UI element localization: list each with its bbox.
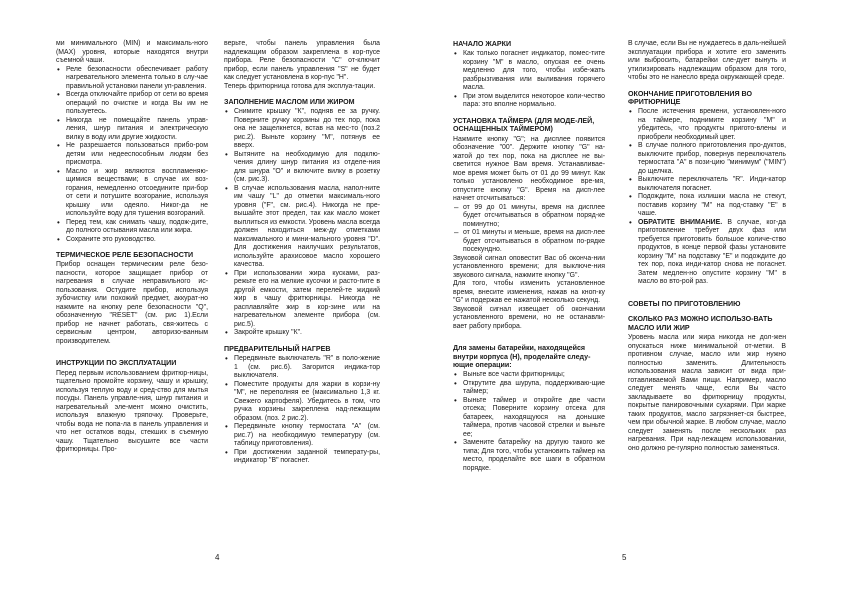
list-item: – от 01 минуты и меньше, время на дисп-лее будет отсчитываться в обратном по-рядке посекундно. — [453, 229, 605, 255]
list-item: • Масло и жир являются воспламеняю-щимися веществами; в случае их воз-горания, немедленно отсоедините при-бор от сети и потушите возгорание, используя крышку или одеяло. Никог-да не используйте воду для тушения возгораний. — [56, 168, 208, 219]
list-item: • Никогда не помещайте панель управ-ления, шнур питания и электрическую вилку в воду или другие жидкости. — [56, 117, 208, 143]
end-cooking-list — [628, 108, 786, 287]
list-item: • В случае использования масла, напол-ните им чашу "L" до отметки максималь-ного уровня ("F", см. рис.4). Никогда не пре-вышайте этот предел, так как масло может выплиться из емкости. Уровень масла всегда должен находиться меж-ду отметками максимального и мини-мального уровня "D". Для достижения наилучших результатов, используйте арахисовое масло хорошего качества. — [224, 185, 380, 270]
list-item: • Вытяните на необходимую для подклю-чения длину шнур питания из отделе-ния для шнура "О" и включите вилку в розетку (см. рис.3). — [224, 151, 380, 185]
list-item: – от 99 до 01 минуты, время на дисплее будет отсчитываться в обратном поряд-ке поминутно; — [453, 204, 605, 230]
list-item: • Открутите два шурупа, поддерживаю-щие таймер; — [453, 380, 605, 397]
filling-heading: ЗАПОЛНЕНИЕ МАСЛОМ ИЛИ ЖИРОМ — [224, 98, 355, 106]
list-item: • Поместите продукты для жарки в корзи-ну "М", не переполняя ее (максимально 1,3 кг. Свежего картофеля). Убедитесь в том, что ручка корзины закреплена над-лежащим образом. (поз. 2 рис.2). — [224, 381, 380, 424]
thermal-relay-heading: ТЕРМИЧЕСКОЕ РЕЛЕ БЕЗОПАСНОСТИ — [56, 251, 194, 259]
intro-text: ми минимального (MIN) и максималь-ного (MAX) уровня, которые находятся внутри съемной чаши. — [56, 40, 208, 64]
timer-end-text: Звуковой сигнал извещает об окончании установленного времени, но не останавли-вает работу прибора. — [453, 305, 605, 330]
timer-text: Нажмите кнопку "G"; на дисплее появится обозначение "00". Держите кнопку "G" на-жатой до тех пор, пока на дисплее не вы-светится нужное Вам время. Устанавливае-мое время может быть от 01 до 99 минут. Как только установлено необходимое вре-мя, отпустите кнопку "G". Время на дисп-лее начнет отсчитываться: — [453, 135, 605, 203]
list-item: • Всегда отключайте прибор от сети во время операций по очистке и когда Вы им не пользуетесь. — [56, 91, 208, 117]
list-item: • После истечения времени, установлен-ного на таймере, поднимите корзину "М" и убедитесь, что продукты пригото-влены и приобрели необходимый цвет. — [628, 108, 786, 142]
tips-heading: СОВЕТЫ ПО ПРИГОТОВЛЕНИЮ — [628, 299, 741, 308]
attention-text: В случае, ког-да приготовление требует двух фаз или требуется приготовить большое количе-ство продуктов, в конце первой фазы установите корзину "М" на подставку "Е" и подождите до тех пор, пока инди-катор снова не погаснет. Затем медлен-но опустите корзину "М" в масло во вто-рой раз. — [638, 218, 786, 286]
list-item: • При этом выделится некоторое коли-чество пара: это вполне нормально. — [453, 93, 605, 110]
list-item: • Не разрешается пользоваться прибо-ром детям или недееспособным людям без присмотра. — [56, 142, 208, 168]
list-item: • Выньте все части фритюрницы; — [453, 371, 605, 380]
ready-text: Теперь фритюрница готова для эксплуа-тации. — [224, 82, 376, 90]
page-number-right: 5 — [622, 553, 627, 562]
timer-change-text: Для того, чтобы изменить установленное время, внесите изменения, нажав на кноп-ку "G" и подержав ее нажатой несколько секунд. — [453, 280, 605, 305]
page-left-column-1 — [56, 40, 208, 455]
timer-countdown-list — [453, 204, 605, 255]
list-item: • Сохраните это руководство. — [56, 236, 208, 245]
instructions-heading: ИНСТРУКЦИИ ПО ЭКСПЛУАТАЦИИ — [56, 359, 177, 368]
list-item: • Подождите, пока излишки масла не стекут, поставив корзину "М" на под-ставку "Е" в чаше. — [628, 193, 786, 219]
oil-usage-text: Уровень масла или жира никогда не дол-жен опускаться ниже минимальной от-метки. В противном случае, масло или жир нужно полностью заменить. Длительность использования масла зависит от вида при-готавливаемой Вами пищи. Например, масло следует менять чаще, если Вы часто закладываете во фритюрницу продукты, покрытые панировочными сухарями. При жарке таких продуктов, масло загрязняет-ся быстрее, чем при обычной жарке. В любом случае, масло следует заменять после нескольких раз нагревания. При над-лежащем использовании, оно должно ре-гулярно полностью заменяться. — [628, 334, 786, 452]
list-item: • Перед тем, как снимать чашу, подож-дите, до полного остывания масла или жира. — [56, 219, 208, 236]
list-item: • Реле безопасности обеспечивает работу нагревательного элемента только в слу-чае правильной установки панели уп-равления. — [56, 66, 208, 92]
battery-dispose-text: В случае, если Вы не нуждаетесь в даль-нейшей эксплуатации прибора и хотите его заменить или выбросить, батарейки сле-дует вынуть и утилизировать надлежащим образом для того, чтобы это не нанесло вреда окружающей среде. — [628, 40, 786, 81]
page-left-column-2 — [224, 40, 380, 466]
oil-usage-heading: СКОЛЬКО РАЗ МОЖНО ИСПОЛЬЗО-ВАТЬ МАСЛО ИЛИ ЖИР — [628, 315, 773, 332]
page-right-column-1 — [453, 40, 605, 473]
list-item: • Замените батарейку на другую такого же типа; Для того, чтобы установить таймер на место, проделайте все шаги в обратном порядке. — [453, 439, 605, 473]
page-number-left: 4 — [215, 553, 220, 562]
filling-list — [224, 108, 380, 338]
safety-list — [56, 66, 208, 245]
instructions-continued: верьте, чтобы панель управления была надлежащим образом закреплена в кор-пусе прибора. Реле безопасности "С" от-ключит прибор, если панель управления "S" не будет как следует установлена в кор-пус "Н". — [224, 40, 380, 81]
list-item: • Выньте таймер и откройте две части отсека; Поверните корзину отсека для батареек, находящуюся на донышке таймера, против часовой стрелки и выньте ее; — [453, 397, 605, 440]
attention-label: ОБРАТИТЕ ВНИМАНИЕ. — [638, 218, 723, 226]
list-item: • Передвиньте выключатель "R" в поло-жение 1 (см. рис.6). Загорится индика-тор выключателя. — [224, 355, 380, 381]
start-frying-list — [453, 50, 605, 110]
thermal-relay-text: Прибор оснащен термическим реле безо-пасности, которое защищает прибор от нагревания в случае неправильного ис-пользования. Остудите прибор, используя зубочистку или похожий предмет, аккурат-но нажмите на кнопку реле безопасности "Q", обозначенную "RESET" (см. рис 1).Если прибор не начнет работать, свя-житесь с сервисным центром, авторизо-ванным производителем. — [56, 261, 208, 345]
start-frying-heading: НАЧАЛО ЖАРКИ — [453, 40, 512, 48]
list-item: • При использовании жира кусками, раз-режьте его на мелкие кусочки и раcто-пите в другой емкости, затем перелей-те жидкий жир в чашу фритюрницы. Никогда не расплавляйте жир в кор-зине или на нагревательном элементе прибора (см. рис.5). — [224, 270, 380, 330]
preheat-heading: ПРЕДВАРИТЕЛЬНЫЙ НАГРЕВ — [224, 344, 331, 353]
attention-item — [628, 219, 786, 287]
list-item: • Как только погаснет индикатор, помес-тите корзину "М" в масло, опуская ее очень медленно для того, чтобы избе-жать разбрызгивания или выливания горячего масла. — [453, 50, 605, 93]
timer-signal-text: Звуковой сигнал оповестит Вас об оконча-нии установленного времени; для выключе-ния звукового сигнала, нажмите кнопку "G". — [453, 254, 605, 279]
list-item: • Передвиньте кнопку термостата "А" (см. рис.7) на необходимую температуру (см. таблицу приготовления). — [224, 423, 380, 449]
end-cooking-heading: ОКОНЧАНИЕ ПРИГОТОВЛЕНИЯ ВО ФРИТЮРНИЦЕ — [628, 89, 752, 106]
timer-heading: УСТАНОВКА ТАЙМЕРА (ДЛЯ МОДЕ-ЛЕЙ, ОСНАЩЕННЫХ ТАЙМЕРОМ) — [453, 116, 595, 134]
page-right-column-2 — [628, 40, 786, 453]
battery-list — [453, 371, 605, 473]
instructions-text: Перед первым использованием фритюр-ницы, тщательно промойте корзину, чашу и крышку, используя теплую воду и сред-ство для мытья посуды. Панель управле-ния, шнур питания и нагревательный эле-мент можно очистить, используя влажную тряпочку. Проверьте, чтобы вода не попа-ла в панель управления и что нет остатков воды, стекших в съемную чашу. Тщательно высушите все части фритюрницы. Про- — [56, 369, 208, 454]
preheat-list — [224, 355, 380, 466]
list-item: • Выключите переключатель "R". Инди-катор выключателя погаснет. — [628, 176, 786, 193]
list-item: • Снимите крышку "К", подняв ее за ручку. Поверните ручку корзины до тех пор, пока она не защелкнется, встав на мес-то (поз.2 рис.2). Выньте корзину "М", потянув ее вверх. — [224, 108, 380, 151]
list-item: • При достижении заданной температу-ры, индикатор "B" погаснет. — [224, 449, 380, 466]
list-item: • Закройте крышку "К". — [224, 329, 380, 338]
list-item: • В случае полного приготовления про-дуктов, выключите прибор, повернув переключатель термостата "А" в пози-цию "минимум" ("MIN") до щелчка. — [628, 142, 786, 176]
battery-heading: Для замены батарейки, находящейся внутри корпуса (Н), проделайте следу-ющие операции: — [453, 344, 591, 370]
